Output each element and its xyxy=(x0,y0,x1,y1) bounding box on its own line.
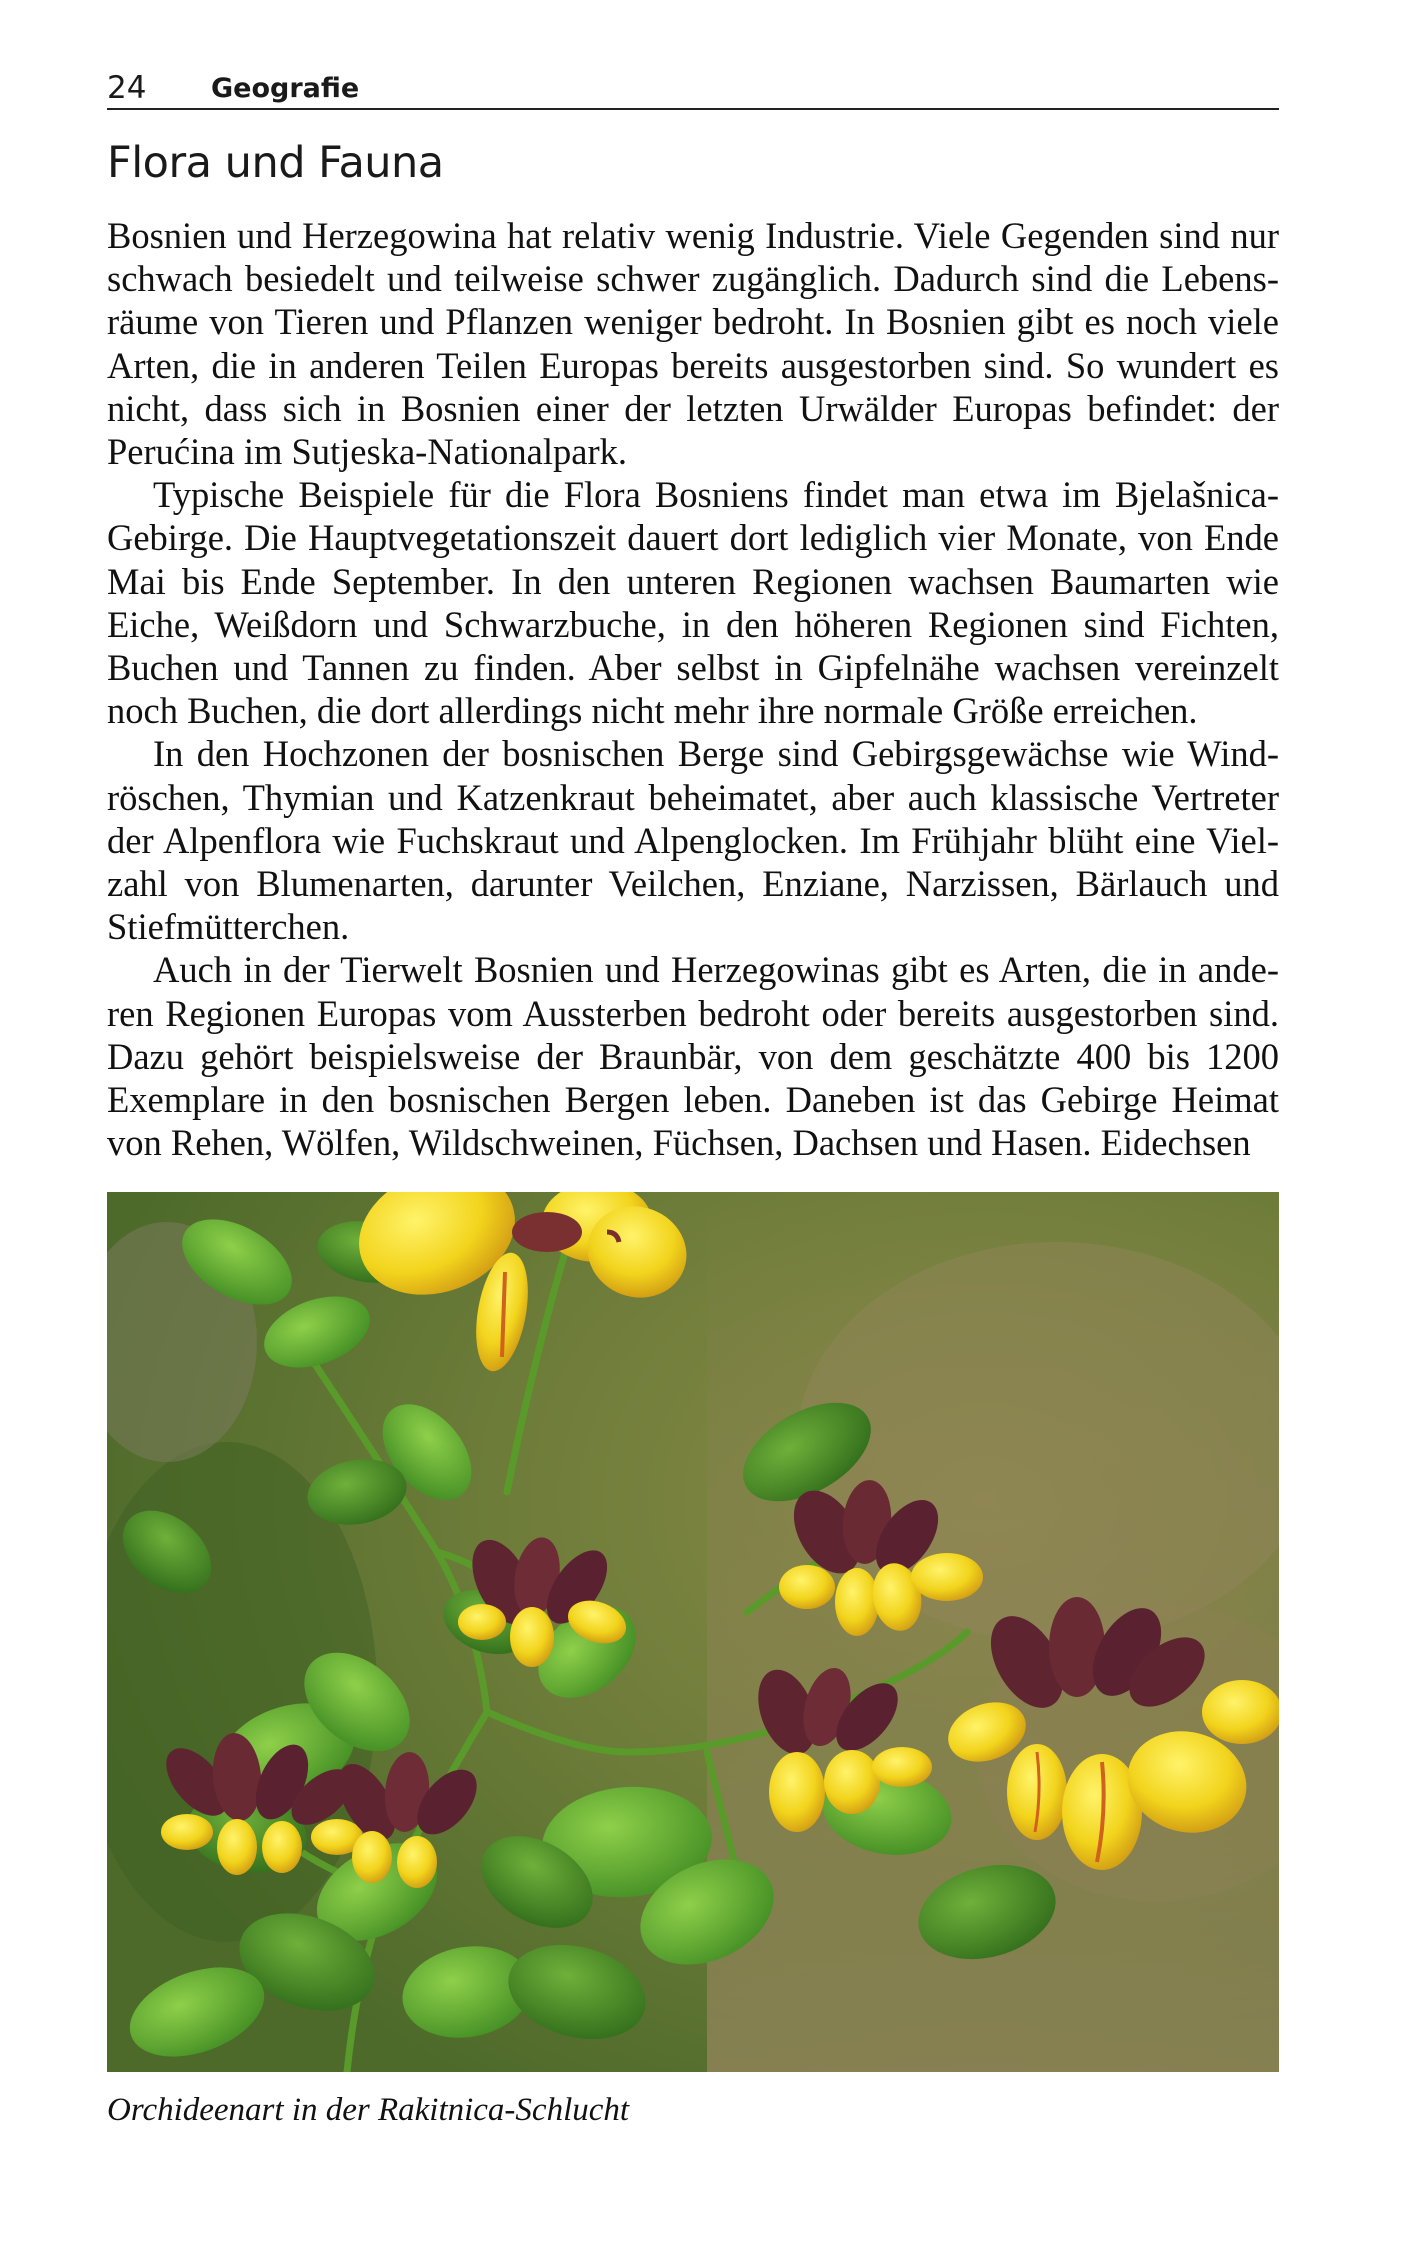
body-text xyxy=(107,214,1279,1164)
paragraph: Bosnien und Herzegowina hat relativ wenig Industrie. Viele Gegenden sind nur schwach besiedelt und teilweise schwer zugänglich. Dadurch sind die Lebensräume von Tieren und Pflanzen weniger bedroht. In Bosnien gibt es noch viele Arten, die in anderen Teilen Europas bereits ausgestorben sind. So wundert es nicht, dass sich in Bosnien einer der letzten Urwälder Europas befindet: der Perućina im Sutjeska-Nationalpark. xyxy=(107,215,1279,473)
paragraph: Auch in der Tierwelt Bosnien und Herzegowinas gibt es Arten, die in anderen Regionen Europas vom Aussterben bedroht oder bereits ausgestorben sind. Dazu gehört beispielsweise der Braunbär, von dem geschätzte 400 bis 1200 Exemplare in den bosnischen Bergen leben. Daneben ist das Gebirge Heimat von Rehen, Wölfen, Wildschweinen, Füchsen, Dachsen und Hasen. Eidechsen xyxy=(107,949,1279,1164)
paragraph: In den Hochzonen der bosnischen Berge sind Gebirgsgewächse wie Windröschen, Thymian und Katzenkraut beheimatet, aber auch klassische Vertreter der Alpenflora wie Fuchskraut und Alpenglocken. Im Frühjahr blüht eine Vielzahl von Blumenarten, darunter Veilchen, Enziane, Narzissen, Bärlauch und Stiefmütterchen. xyxy=(107,733,1279,948)
flower-photo xyxy=(107,1192,1279,2072)
paragraph: Typische Beispiele für die Flora Bosniens findet man etwa im Bjelašnica-Gebirge. Die Hauptvegetationszeit dauert dort lediglich vier Monate, von Ende Mai bis Ende September. In den unteren Regionen wachsen Baumarten wie Eiche, Weißdorn und Schwarzbuche, in den höheren Regionen sind Fichten, Buchen und Tannen zu finden. Aber selbst in Gipfelnähe wachsen vereinzelt noch Buchen, die dort allerdings nicht mehr ihre normale Größe erreichen. xyxy=(107,474,1279,732)
photo-illustration xyxy=(107,1192,1279,2072)
page-number: 24 xyxy=(107,70,147,106)
running-title: Geografie xyxy=(211,73,360,104)
running-header xyxy=(107,70,1279,110)
figure-caption: Orchideenart in der Rakitnica-Schlucht xyxy=(107,2092,630,2128)
section-title: Flora und Fauna xyxy=(107,138,444,188)
